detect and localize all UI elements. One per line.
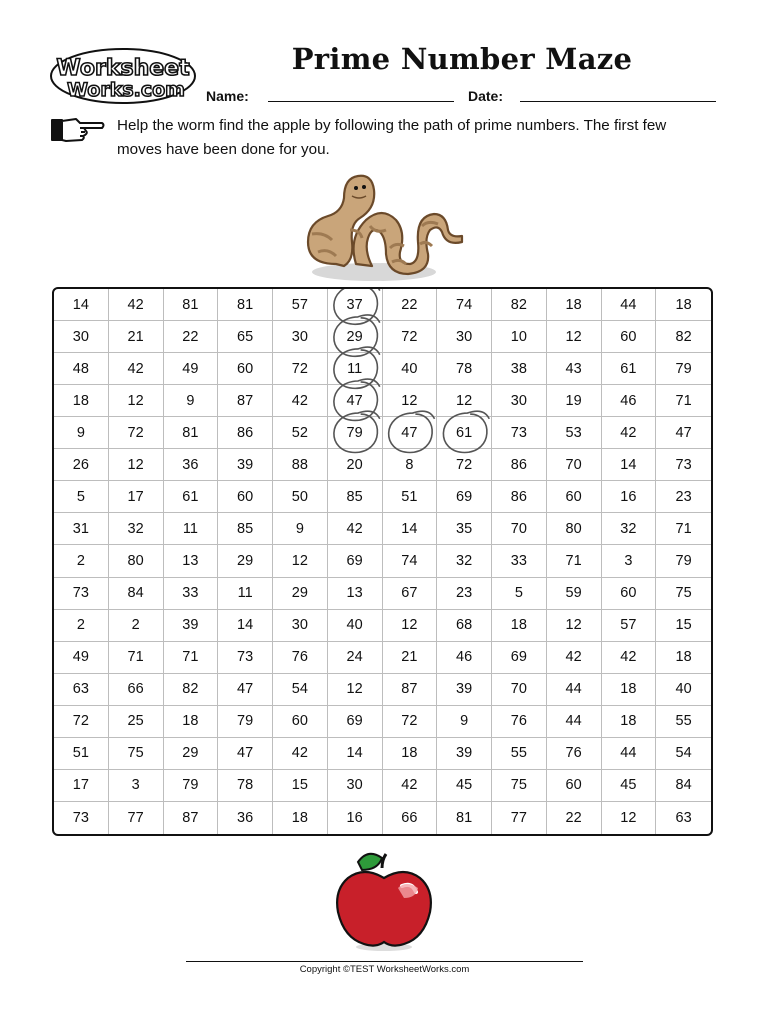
maze-cell[interactable]: 13 [164, 545, 219, 577]
maze-cell[interactable]: 60 [273, 706, 328, 738]
maze-cell[interactable]: 25 [109, 706, 164, 738]
maze-cell[interactable]: 39 [164, 610, 219, 642]
maze-cell[interactable]: 59 [547, 578, 602, 610]
maze-cell[interactable]: 12 [109, 385, 164, 417]
maze-cell[interactable]: 69 [437, 481, 492, 513]
maze-cell[interactable]: 73 [656, 449, 711, 481]
maze-cell[interactable]: 60 [547, 481, 602, 513]
maze-cell[interactable]: 86 [218, 417, 273, 449]
maze-cell[interactable]: 29 [328, 321, 383, 353]
maze-cell[interactable]: 30 [492, 385, 547, 417]
maze-cell[interactable]: 74 [437, 289, 492, 321]
maze-cell[interactable]: 84 [109, 578, 164, 610]
maze-cell[interactable]: 12 [547, 321, 602, 353]
maze-cell[interactable]: 29 [164, 738, 219, 770]
maze-cell[interactable]: 3 [602, 545, 657, 577]
maze-cell[interactable]: 17 [54, 770, 109, 802]
maze-cell[interactable]: 40 [383, 353, 438, 385]
maze-cell[interactable]: 22 [547, 802, 602, 834]
maze-cell[interactable]: 42 [328, 513, 383, 545]
maze-cell[interactable]: 36 [218, 802, 273, 834]
maze-cell[interactable]: 71 [656, 513, 711, 545]
maze-cell[interactable]: 18 [164, 706, 219, 738]
maze-cell[interactable]: 40 [656, 674, 711, 706]
maze-cell[interactable]: 14 [54, 289, 109, 321]
maze-cell[interactable]: 2 [54, 545, 109, 577]
maze-cell[interactable]: 39 [218, 449, 273, 481]
maze-cell[interactable]: 49 [54, 642, 109, 674]
maze-cell[interactable]: 88 [273, 449, 328, 481]
maze-cell[interactable]: 85 [328, 481, 383, 513]
maze-cell[interactable]: 37 [328, 289, 383, 321]
maze-cell[interactable]: 18 [602, 706, 657, 738]
maze-cell[interactable]: 87 [164, 802, 219, 834]
maze-cell[interactable]: 79 [218, 706, 273, 738]
maze-cell[interactable]: 55 [492, 738, 547, 770]
maze-cell[interactable]: 12 [602, 802, 657, 834]
maze-cell[interactable]: 44 [602, 289, 657, 321]
maze-cell[interactable]: 10 [492, 321, 547, 353]
maze-cell[interactable]: 9 [273, 513, 328, 545]
maze-cell[interactable]: 45 [437, 770, 492, 802]
maze-cell[interactable]: 61 [437, 417, 492, 449]
name-label: Name: [206, 88, 249, 104]
maze-cell[interactable]: 72 [109, 417, 164, 449]
maze-cell[interactable]: 30 [273, 610, 328, 642]
maze-cell[interactable]: 70 [547, 449, 602, 481]
maze-cell[interactable]: 79 [656, 353, 711, 385]
maze-cell[interactable]: 23 [437, 578, 492, 610]
maze-cell[interactable]: 81 [164, 289, 219, 321]
instructions-text: Help the worm find the apple by following the path of prime numbers. The first few moves have been done for you. [117, 117, 667, 158]
maze-cell[interactable]: 76 [492, 706, 547, 738]
maze-cell[interactable]: 44 [547, 706, 602, 738]
maze-cell[interactable]: 18 [656, 289, 711, 321]
maze-cell[interactable]: 51 [54, 738, 109, 770]
maze-cell[interactable]: 81 [218, 289, 273, 321]
maze-cell[interactable]: 20 [328, 449, 383, 481]
apple-illustration [332, 846, 436, 952]
maze-cell[interactable]: 44 [547, 674, 602, 706]
maze-cell[interactable]: 42 [383, 770, 438, 802]
maze-cell[interactable]: 47 [218, 738, 273, 770]
maze-cell[interactable]: 87 [218, 385, 273, 417]
maze-cell[interactable]: 46 [437, 642, 492, 674]
maze-cell[interactable]: 63 [54, 674, 109, 706]
maze-cell[interactable]: 44 [602, 738, 657, 770]
maze-cell[interactable]: 11 [218, 578, 273, 610]
maze-cell[interactable]: 86 [492, 449, 547, 481]
maze-cell[interactable]: 47 [218, 674, 273, 706]
maze-cell[interactable]: 60 [602, 578, 657, 610]
maze-cell[interactable]: 32 [109, 513, 164, 545]
maze-cell[interactable]: 73 [54, 802, 109, 834]
maze-cell[interactable]: 60 [547, 770, 602, 802]
maze-cell[interactable]: 45 [602, 770, 657, 802]
maze-cell[interactable]: 49 [164, 353, 219, 385]
maze-cell[interactable]: 36 [164, 449, 219, 481]
maze-cell[interactable]: 29 [218, 545, 273, 577]
maze-cell[interactable]: 75 [109, 738, 164, 770]
maze-cell[interactable]: 60 [218, 353, 273, 385]
maze-cell[interactable]: 23 [656, 481, 711, 513]
maze-cell[interactable]: 33 [164, 578, 219, 610]
maze-cell[interactable]: 3 [109, 770, 164, 802]
maze-cell[interactable]: 76 [547, 738, 602, 770]
maze-cell[interactable]: 12 [109, 449, 164, 481]
prime-number-maze [52, 287, 713, 836]
worksheetworks-logo [48, 46, 198, 106]
maze-cell[interactable]: 76 [273, 642, 328, 674]
maze-cell[interactable]: 9 [164, 385, 219, 417]
maze-cell[interactable]: 35 [437, 513, 492, 545]
maze-cell[interactable]: 21 [109, 321, 164, 353]
maze-cell[interactable]: 8 [383, 449, 438, 481]
maze-cell[interactable]: 22 [383, 289, 438, 321]
maze-cell[interactable]: 18 [547, 289, 602, 321]
maze-cell[interactable]: 81 [164, 417, 219, 449]
maze-cell[interactable]: 5 [54, 481, 109, 513]
maze-cell[interactable]: 42 [109, 289, 164, 321]
maze-cell[interactable]: 12 [273, 545, 328, 577]
maze-cell[interactable]: 11 [164, 513, 219, 545]
maze-cell[interactable]: 30 [273, 321, 328, 353]
maze-cell[interactable]: 75 [492, 770, 547, 802]
maze-cell[interactable]: 57 [602, 610, 657, 642]
maze-cell[interactable]: 30 [328, 770, 383, 802]
maze-cell[interactable]: 12 [437, 385, 492, 417]
maze-cell[interactable]: 82 [164, 674, 219, 706]
maze-cell[interactable]: 73 [54, 578, 109, 610]
maze-cell[interactable]: 69 [328, 706, 383, 738]
maze-cell[interactable]: 86 [492, 481, 547, 513]
maze-cell[interactable]: 82 [492, 289, 547, 321]
worm-illustration [296, 168, 466, 286]
maze-cell[interactable]: 60 [602, 321, 657, 353]
maze-cell[interactable]: 16 [602, 481, 657, 513]
maze-cell[interactable]: 12 [547, 610, 602, 642]
maze-cell[interactable]: 72 [383, 321, 438, 353]
maze-cell[interactable]: 2 [109, 610, 164, 642]
maze-cell[interactable]: 61 [164, 481, 219, 513]
maze-cell[interactable]: 60 [218, 481, 273, 513]
maze-cell[interactable]: 14 [383, 513, 438, 545]
maze-cell[interactable]: 9 [54, 417, 109, 449]
maze-cell[interactable]: 52 [273, 417, 328, 449]
maze-cell[interactable]: 77 [492, 802, 547, 834]
maze-cell[interactable]: 65 [218, 321, 273, 353]
maze-cell[interactable]: 30 [437, 321, 492, 353]
maze-cell[interactable]: 47 [328, 385, 383, 417]
maze-cell[interactable]: 33 [492, 545, 547, 577]
maze-cell[interactable]: 42 [547, 642, 602, 674]
maze-cell[interactable]: 15 [273, 770, 328, 802]
maze-cell[interactable]: 71 [656, 385, 711, 417]
page-title: Prime Number Maze [291, 42, 633, 76]
maze-cell[interactable]: 67 [383, 578, 438, 610]
maze-cell[interactable]: 74 [383, 545, 438, 577]
maze-cell[interactable]: 70 [492, 674, 547, 706]
maze-cell[interactable]: 18 [602, 674, 657, 706]
maze-cell[interactable]: 71 [109, 642, 164, 674]
maze-cell[interactable]: 50 [273, 481, 328, 513]
copyright-text: Copyright ©TEST WorksheetWorks.com [299, 964, 470, 975]
maze-cell[interactable]: 78 [437, 353, 492, 385]
maze-cell[interactable]: 18 [492, 610, 547, 642]
maze-cell[interactable]: 26 [54, 449, 109, 481]
maze-cell[interactable]: 47 [383, 417, 438, 449]
maze-cell[interactable]: 14 [602, 449, 657, 481]
pointing-hand-icon [50, 114, 106, 144]
maze-cell[interactable]: 40 [328, 610, 383, 642]
maze-cell[interactable]: 39 [437, 738, 492, 770]
maze-cell[interactable]: 54 [656, 738, 711, 770]
maze-cell[interactable]: 47 [656, 417, 711, 449]
maze-cell[interactable]: 42 [602, 642, 657, 674]
maze-cell[interactable]: 87 [383, 674, 438, 706]
name-field[interactable] [268, 101, 454, 102]
maze-cell[interactable]: 18 [54, 385, 109, 417]
maze-cell[interactable]: 18 [383, 738, 438, 770]
maze-cell[interactable]: 15 [656, 610, 711, 642]
maze-cell[interactable]: 11 [328, 353, 383, 385]
maze-cell[interactable]: 32 [602, 513, 657, 545]
maze-cell[interactable]: 53 [547, 417, 602, 449]
maze-cell[interactable]: 79 [164, 770, 219, 802]
maze-grid [54, 289, 711, 834]
maze-cell[interactable]: 43 [547, 353, 602, 385]
maze-cell[interactable]: 38 [492, 353, 547, 385]
maze-cell[interactable]: 39 [437, 674, 492, 706]
date-label: Date: [468, 88, 504, 104]
maze-cell[interactable]: 17 [109, 481, 164, 513]
maze-cell[interactable]: 84 [656, 770, 711, 802]
maze-cell[interactable]: 46 [602, 385, 657, 417]
maze-cell[interactable]: 73 [218, 642, 273, 674]
maze-cell[interactable]: 9 [437, 706, 492, 738]
maze-cell[interactable]: 69 [492, 642, 547, 674]
maze-cell[interactable]: 66 [383, 802, 438, 834]
maze-cell[interactable]: 57 [273, 289, 328, 321]
maze-cell[interactable]: 78 [218, 770, 273, 802]
maze-cell[interactable]: 32 [437, 545, 492, 577]
logo-text-line2: Works.com [67, 79, 185, 101]
maze-cell[interactable]: 12 [328, 674, 383, 706]
maze-cell[interactable]: 51 [383, 481, 438, 513]
maze-cell[interactable]: 71 [164, 642, 219, 674]
maze-cell[interactable]: 72 [383, 706, 438, 738]
maze-cell[interactable]: 48 [54, 353, 109, 385]
maze-cell[interactable]: 80 [547, 513, 602, 545]
maze-cell[interactable]: 68 [437, 610, 492, 642]
maze-cell[interactable]: 79 [656, 545, 711, 577]
maze-cell[interactable]: 72 [273, 353, 328, 385]
maze-cell[interactable]: 42 [273, 385, 328, 417]
maze-cell[interactable]: 80 [109, 545, 164, 577]
maze-cell[interactable]: 75 [656, 578, 711, 610]
maze-cell[interactable]: 16 [328, 802, 383, 834]
maze-cell[interactable]: 24 [328, 642, 383, 674]
maze-cell[interactable]: 19 [547, 385, 602, 417]
logo-text-line1: Worksheet [56, 56, 190, 81]
maze-cell[interactable]: 2 [54, 610, 109, 642]
maze-cell[interactable]: 5 [492, 578, 547, 610]
maze-cell[interactable]: 42 [602, 417, 657, 449]
maze-cell[interactable]: 55 [656, 706, 711, 738]
maze-cell[interactable]: 14 [218, 610, 273, 642]
maze-cell[interactable]: 82 [656, 321, 711, 353]
maze-cell[interactable]: 70 [492, 513, 547, 545]
maze-cell[interactable]: 63 [675, 809, 692, 826]
maze-cell[interactable]: 29 [273, 578, 328, 610]
date-field[interactable] [520, 101, 716, 102]
maze-cell[interactable]: 81 [437, 802, 492, 834]
maze-cell[interactable]: 77 [109, 802, 164, 834]
maze-cell[interactable]: 79 [328, 417, 383, 449]
maze-cell[interactable]: 12 [383, 385, 438, 417]
maze-cell[interactable]: 54 [273, 674, 328, 706]
maze-cell[interactable]: 69 [328, 545, 383, 577]
maze-cell[interactable]: 73 [492, 417, 547, 449]
maze-cell[interactable]: 18 [656, 642, 711, 674]
maze-cell[interactable]: 13 [328, 578, 383, 610]
maze-cell[interactable]: 31 [54, 513, 109, 545]
maze-cell[interactable]: 42 [273, 738, 328, 770]
maze-cell[interactable]: 21 [383, 642, 438, 674]
maze-cell[interactable]: 72 [54, 706, 109, 738]
maze-cell[interactable]: 14 [328, 738, 383, 770]
maze-cell[interactable]: 66 [109, 674, 164, 706]
maze-cell[interactable]: 72 [437, 449, 492, 481]
maze-cell[interactable]: 61 [602, 353, 657, 385]
maze-cell[interactable]: 22 [164, 321, 219, 353]
maze-cell[interactable]: 85 [218, 513, 273, 545]
maze-cell[interactable]: 71 [547, 545, 602, 577]
maze-cell[interactable]: 12 [383, 610, 438, 642]
maze-cell[interactable]: 30 [54, 321, 109, 353]
maze-cell[interactable]: 18 [273, 802, 328, 834]
maze-cell[interactable]: 42 [109, 353, 164, 385]
footer-divider [186, 961, 583, 962]
